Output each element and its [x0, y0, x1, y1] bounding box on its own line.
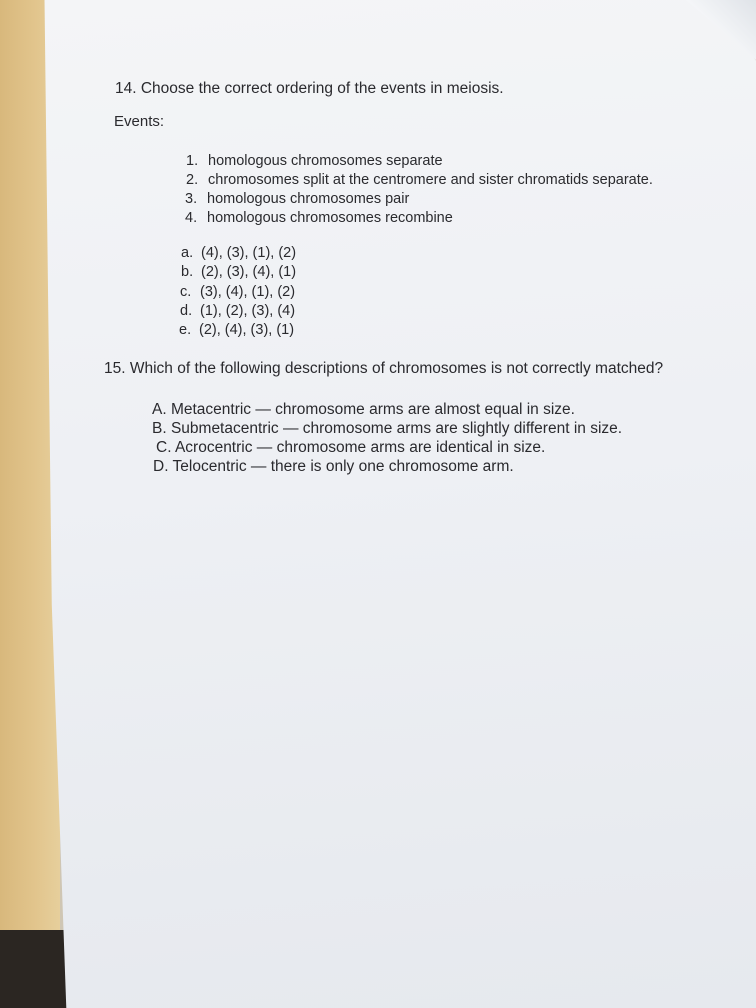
event-number: 4.	[185, 210, 198, 226]
answer-option	[181, 264, 296, 280]
event-text: homologous chromosomes recombine	[207, 210, 453, 226]
event-number: 1.	[186, 153, 199, 169]
event-text: homologous chromosomes separate	[208, 153, 443, 169]
answer-option: A. Metacentric — chromosome arms are almost equal in size.	[152, 401, 575, 418]
event-text: homologous chromosomes pair	[207, 191, 410, 207]
event-item	[186, 153, 443, 169]
answer-option: C. Acrocentric — chromosome arms are identical in size.	[156, 439, 546, 456]
option-letter: e.	[179, 322, 192, 338]
event-text: chromosomes split at the centromere and sister chromatids separate.	[208, 172, 653, 188]
event-number: 2.	[186, 172, 199, 188]
answer-option: B. Submetacentric — chromosome arms are slightly different in size.	[152, 420, 623, 437]
answer-option: D. Telocentric — there is only one chromosome arm.	[153, 458, 514, 475]
event-number: 3.	[185, 191, 198, 207]
option-text: (1), (2), (3), (4)	[200, 303, 296, 319]
answer-option	[181, 245, 296, 261]
events-label: Events:	[114, 113, 165, 130]
answer-option	[180, 303, 295, 319]
event-item	[186, 172, 653, 188]
option-text: (2), (4), (3), (1)	[199, 322, 295, 338]
question-14-text: 14. Choose the correct ordering of the events in meiosis.	[115, 80, 504, 97]
question-15-text: 15. Which of the following descriptions of chromosomes is not correctly matched?	[104, 360, 664, 377]
answer-option	[180, 284, 295, 300]
event-item	[185, 191, 409, 207]
event-item	[185, 210, 453, 226]
option-letter: a.	[181, 245, 194, 261]
option-text: (3), (4), (1), (2)	[200, 284, 296, 300]
option-letter: b.	[181, 264, 194, 280]
option-text: (4), (3), (1), (2)	[201, 245, 297, 261]
option-letter: c.	[180, 284, 192, 300]
answer-option	[179, 322, 294, 338]
option-text: (2), (3), (4), (1)	[201, 264, 297, 280]
option-letter: d.	[180, 303, 193, 319]
